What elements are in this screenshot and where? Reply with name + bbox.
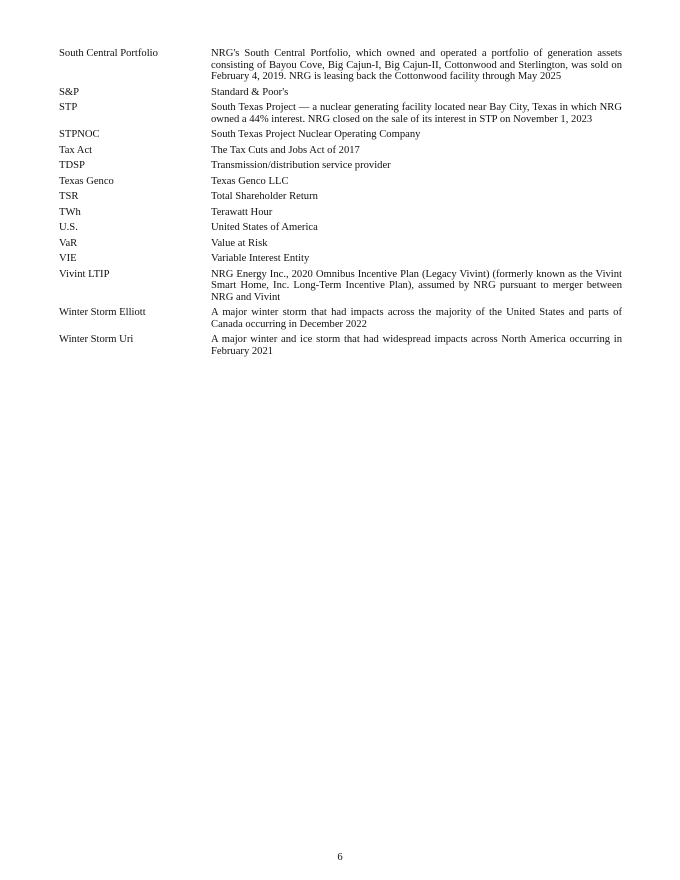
glossary-definition: The Tax Cuts and Jobs Act of 2017 xyxy=(211,144,360,156)
glossary-term: TDSP xyxy=(59,160,85,171)
glossary-entry xyxy=(59,334,622,357)
glossary-definition: Terawatt Hour xyxy=(211,206,273,218)
glossary-term: STPNOC xyxy=(59,129,100,140)
glossary-term: VIE xyxy=(59,253,77,264)
glossary-list xyxy=(59,48,622,361)
glossary-definition: Total Shareholder Return xyxy=(211,191,318,202)
glossary-definition: NRG Energy Inc., 2020 Omnibus Incentive Plan (Legacy Vivint) (formerly known as the Vivint Smart Home, Inc. Long-Term Incentive Plan), assumed by NRG pursuant to merger between NRG and Vivint xyxy=(211,268,622,303)
glossary-definition: South Texas Project — a nuclear generating facility located near Bay City, Texas in which NRG owned a 44% interest. NRG closed on the sale of its interest in STP on November 1, 2023 xyxy=(211,102,622,125)
glossary-entry xyxy=(59,176,622,188)
glossary-definition: Texas Genco LLC xyxy=(211,175,289,187)
glossary-definition: NRG's South Central Portfolio, which owned and operated a portfolio of generation assets consisting of Bayou Cove, Big Cajun-I, Big Cajun-II, Cottonwood and Sterlington, was sold on February 4, 2019. NRG is leasing back the Cottonwood facility through May 2025 xyxy=(211,48,622,82)
glossary-term: S&P xyxy=(59,86,80,98)
glossary-definition: A major winter storm that had impacts across the majority of the United States and parts of Canada occurring in December 2022 xyxy=(211,307,622,330)
glossary-entry xyxy=(59,145,622,157)
page-number: 6 xyxy=(337,852,343,863)
glossary-term: VaR xyxy=(59,237,78,249)
glossary-term: TWh xyxy=(59,206,81,218)
glossary-term: STP xyxy=(59,102,78,113)
glossary-term: Winter Storm Elliott xyxy=(59,307,146,318)
glossary-term: U.S. xyxy=(59,222,78,233)
glossary-entry xyxy=(59,87,622,99)
glossary-term: TSR xyxy=(59,191,79,202)
glossary-entry xyxy=(59,269,622,304)
glossary-term: Winter Storm Uri xyxy=(59,334,134,345)
glossary-definition: Transmission/distribution service provider xyxy=(211,160,391,171)
glossary-term: Vivint LTIP xyxy=(59,268,110,280)
glossary-entry xyxy=(59,307,622,330)
glossary-definition: Variable Interest Entity xyxy=(211,253,310,264)
glossary-entry xyxy=(59,238,622,250)
glossary-definition: Value at Risk xyxy=(211,237,268,249)
glossary-definition: South Texas Project Nuclear Operating Company xyxy=(211,129,421,140)
glossary-entry xyxy=(59,102,622,125)
glossary-definition: United States of America xyxy=(211,222,318,233)
glossary-term: Texas Genco xyxy=(59,175,114,187)
glossary-definition: Standard & Poor's xyxy=(211,86,289,98)
glossary-entry xyxy=(59,48,622,83)
glossary-definition: A major winter and ice storm that had widespread impacts across North America occurring in February 2021 xyxy=(211,334,622,357)
glossary-entry xyxy=(59,207,622,219)
glossary-entry xyxy=(59,191,622,203)
glossary-entry xyxy=(59,160,622,172)
glossary-entry xyxy=(59,129,622,141)
glossary-term: South Central Portfolio xyxy=(59,48,158,59)
glossary-entry xyxy=(59,253,622,265)
glossary-entry xyxy=(59,222,622,234)
glossary-term: Tax Act xyxy=(59,144,93,156)
